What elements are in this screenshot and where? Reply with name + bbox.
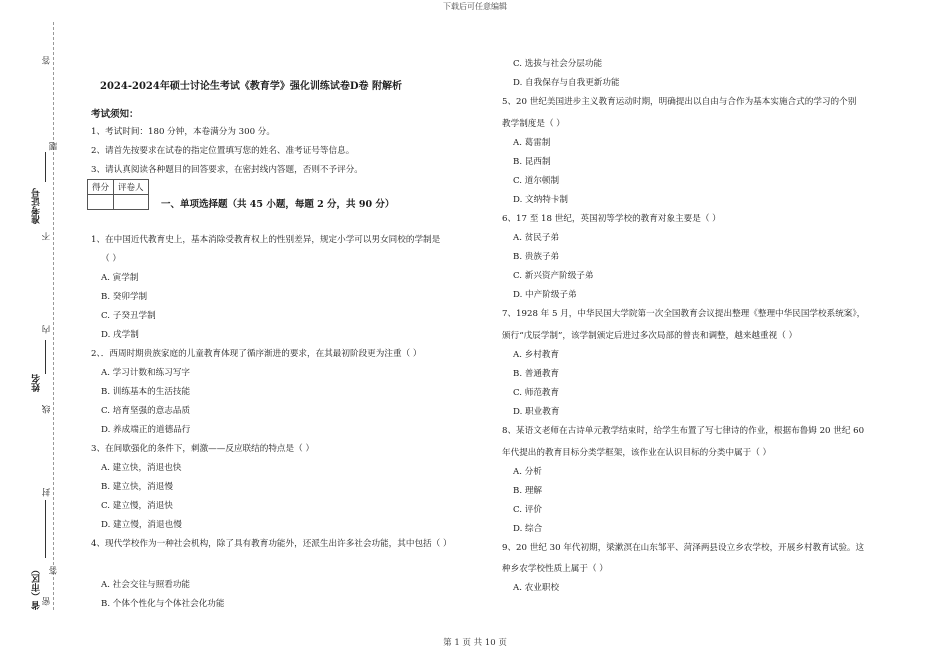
answer-option: A. 社会交往与照看功能 bbox=[101, 580, 191, 590]
answer-option: B. 理解 bbox=[513, 486, 542, 496]
exam-title: 2024-2024年硕士讨论生考试《教育学》强化训练试卷D卷 附解析 bbox=[100, 81, 402, 92]
seal-char: 答 bbox=[42, 56, 52, 65]
question-text: 颁行“戊辰学制”，该学制颁定后进过多次局部的曾丧和调整，越来越重视（ ） bbox=[502, 331, 798, 341]
answer-option: B. 训练基本的生活技能 bbox=[101, 387, 191, 397]
notice-item: 3、请认真阅读各种题目的回答要求，在密封线内答题，否则不予评分。 bbox=[91, 165, 363, 175]
notice-item: 2、请首先按要求在试卷的指定位置填写您的姓名、准考证号等信息。 bbox=[91, 146, 355, 156]
grader-label: 评卷人 bbox=[114, 180, 149, 195]
answer-option: C. 新兴资产阶级子弟 bbox=[513, 271, 594, 281]
answer-option: A. 建立快，消退也快 bbox=[101, 463, 182, 473]
section-title: 一、单项选择题（共 45 小题，每题 2 分，共 90 分） bbox=[161, 199, 395, 210]
name-line bbox=[45, 340, 46, 374]
answer-option: C. 选拔与社会分层功能 bbox=[513, 59, 603, 69]
score-table bbox=[87, 179, 149, 210]
answer-option: C. 建立慢，消退快 bbox=[101, 501, 173, 511]
question-text: 种乡农学校性质上属于（ ） bbox=[502, 564, 608, 574]
seal-char: 密 bbox=[42, 597, 52, 606]
province-label: 省（市区） bbox=[32, 565, 42, 610]
answer-option: A. 农业职校 bbox=[513, 583, 560, 593]
province-line bbox=[45, 500, 46, 558]
answer-option: B. 贵族子弟 bbox=[513, 252, 560, 262]
question-text: 4、现代学校作为一种社会机构，除了具有教育功能外，还派生出许多社会功能，其中包括（ ） bbox=[91, 539, 452, 549]
seal-char: 内 bbox=[42, 325, 52, 334]
question-text: 9、20 世纪 30 年代初期，梁漱溟在山东邹平、菏泽两县设立乡农学校，开展乡村教育试验。这 bbox=[502, 543, 865, 553]
answer-option: A. 葛雷制 bbox=[513, 138, 551, 148]
name-label: 姓名 bbox=[32, 374, 42, 392]
question-text: 教学制度是（ ） bbox=[502, 119, 565, 129]
question-text: 3、在间歇强化的条件下，刺激——反应联结的特点是（ ） bbox=[91, 444, 315, 454]
question-text: 1、在中国近代教育史上，基本消除受教育权上的性别差异，规定小学可以男女同校的学制是 bbox=[91, 235, 441, 245]
blank-char: 题 bbox=[49, 142, 59, 151]
answer-option: A. 分析 bbox=[513, 467, 542, 477]
question-text: 年代提出的教育目标分类学框架，该作业在认识目标的分类中属于（ ） bbox=[502, 448, 772, 458]
question-text: 2、．西周时期贵族家庭的儿童教育体现了循序渐进的要求，在其最初阶段更为注重（ ） bbox=[91, 349, 422, 359]
header-note: 下载后可任意编辑 bbox=[443, 2, 507, 11]
answer-option: C. 子癸丑学制 bbox=[101, 311, 156, 321]
answer-option: D. 职业教育 bbox=[513, 407, 560, 417]
answer-option: D. 综合 bbox=[513, 524, 543, 534]
seal-char: 封 bbox=[42, 488, 52, 497]
exam-no-label: 准考证号 bbox=[32, 188, 42, 224]
question-text: 5、20 世纪美国进步主义教育运动时期，明确提出以自由与合作为基本实施合式的学习的个别 bbox=[502, 97, 857, 107]
binding-dashed-line bbox=[53, 22, 54, 610]
question-text: 6、17 至 18 世纪，英国初等学校的教育对象主要是（ ） bbox=[502, 214, 721, 224]
answer-option: A. 乡村教育 bbox=[513, 350, 560, 360]
answer-option: D. 文纳特卡制 bbox=[513, 195, 569, 205]
notice-item: 1、考试时间：180 分钟，本卷满分为 300 分。 bbox=[91, 127, 275, 137]
score-label: 得分 bbox=[88, 180, 114, 195]
answer-option: A. 贫民子弟 bbox=[513, 233, 560, 243]
notice-heading: 考试须知： bbox=[91, 109, 139, 120]
answer-option: C. 培育坚强的意志品质 bbox=[101, 406, 191, 416]
answer-option: D. 自我保存与自我更新功能 bbox=[513, 78, 620, 88]
answer-option: C. 评价 bbox=[513, 505, 542, 515]
answer-option: C. 师范教育 bbox=[513, 388, 560, 398]
seal-char: 不 bbox=[42, 232, 52, 241]
question-text: （ ） bbox=[101, 254, 121, 264]
answer-option: D. 建立慢，消退也慢 bbox=[101, 520, 182, 530]
answer-option: A. 寅学制 bbox=[101, 273, 139, 283]
blank-char: 答 bbox=[49, 566, 59, 575]
answer-option: A. 学习计数和练习写字 bbox=[101, 368, 191, 378]
answer-option: D. 中产阶级子弟 bbox=[513, 290, 577, 300]
answer-option: D. 养成端正的道德品行 bbox=[101, 425, 191, 435]
page-footer: 第 1 页 共 10 页 bbox=[443, 638, 507, 648]
answer-option: D. 戌学制 bbox=[101, 330, 139, 340]
answer-option: C. 道尔顿制 bbox=[513, 176, 560, 186]
answer-option: B. 建立快，消退慢 bbox=[101, 482, 173, 492]
seal-char: 线 bbox=[42, 405, 52, 414]
answer-option: B. 普通教育 bbox=[513, 369, 560, 379]
score-cell bbox=[88, 195, 114, 210]
grader-cell bbox=[114, 195, 149, 210]
question-text: 7、1928 年 5 月，中华民国大学院第一次全国教育会议提出整理《整理中华民国学校系统案》， bbox=[502, 309, 866, 319]
answer-option: B. 个体个性化与个体社会化功能 bbox=[101, 599, 225, 609]
answer-option: B. 癸卯学制 bbox=[101, 292, 148, 302]
exam-no-line bbox=[45, 152, 46, 182]
question-text: 8、某语文老师在古诗单元教学结束时，给学生布置了写七律诗的作业，根据布鲁姆 20 世纪 60 bbox=[502, 426, 865, 436]
answer-option: B. 昆西制 bbox=[513, 157, 551, 167]
